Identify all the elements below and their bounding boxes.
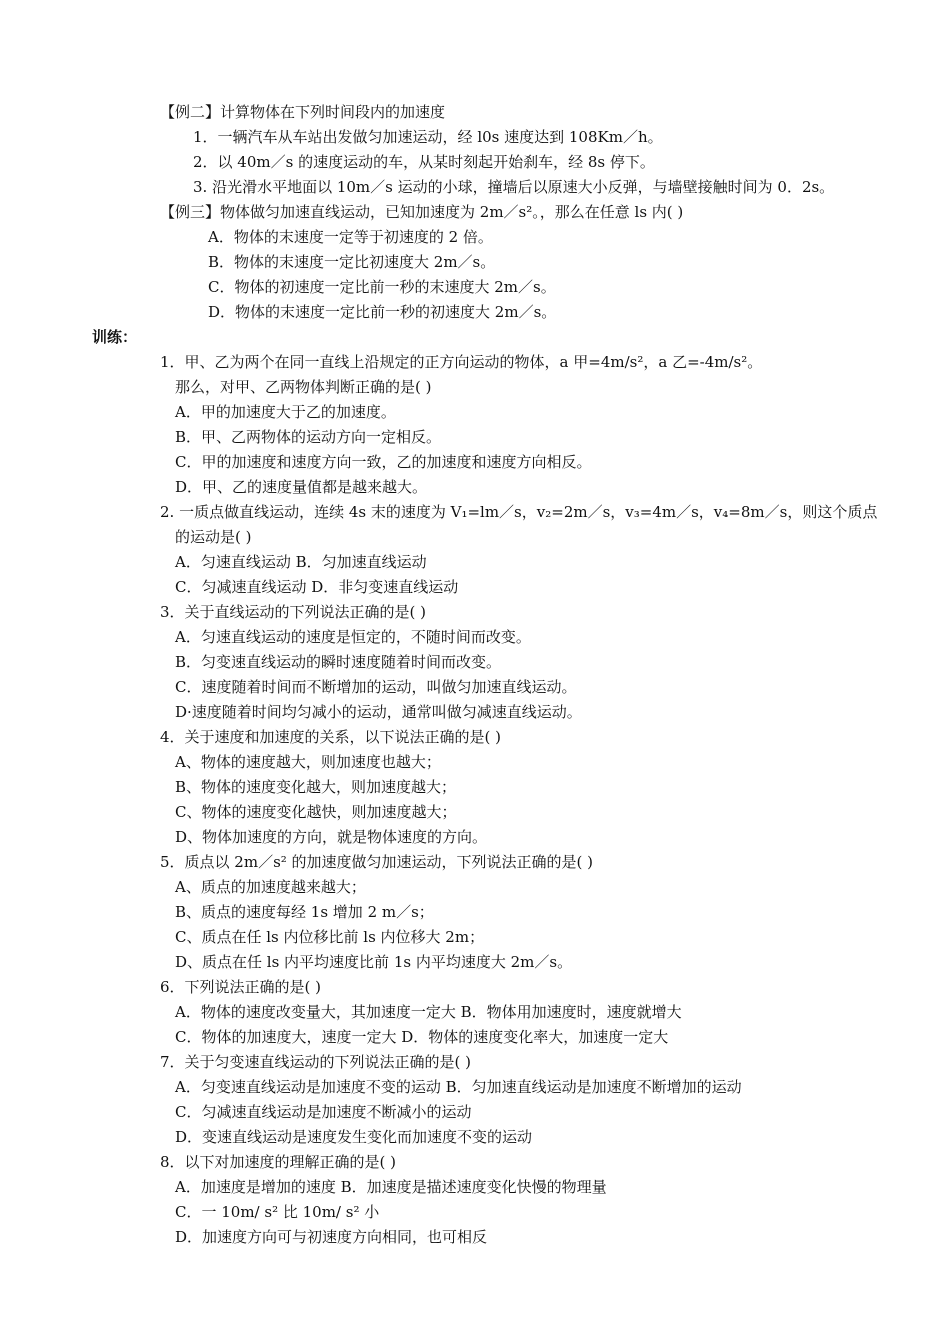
- example2-item-2: 2．以 40m／s 的速度运动的车，从某时刻起开始刹车，经 8s 停下。: [193, 153, 655, 171]
- question-5-option-a: A、质点的加速度越来越大；: [175, 878, 366, 896]
- question-2-options-cd: C．匀减速直线运动 D．非匀变速直线运动: [175, 578, 459, 596]
- training-heading: 训练：: [92, 328, 138, 346]
- question-2-stem: 2. 一质点做直线运动，连续 4s 末的速度为 V₁=lm／s，v₂=2m／s，v₃=4m／s，v₄=8m／s，则这个质点: [160, 503, 878, 521]
- example2-title: 【例二】计算物体在下列时间段内的加速度: [160, 103, 446, 121]
- question-1-stem: 1．甲、乙为两个在同一直线上沿规定的正方向运动的物体，a 甲=4m/s²，a 乙=-4m/s²。: [160, 353, 763, 371]
- question-5-option-b: B、质点的速度每经 1s 增加 2 m／s；: [175, 903, 434, 921]
- question-4-option-a: A、物体的速度越大，则加速度也越大；: [175, 753, 441, 771]
- question-5-option-c: C、质点在任 ls 内位移比前 ls 内位移大 2m；: [175, 928, 485, 946]
- question-7-options-ab: A．匀变速直线运动是加速度不变的运动 B．匀加速直线运动是加速度不断增加的运动: [175, 1078, 742, 1096]
- example2-item-3: 3. 沿光滑水平地面以 10m／s 运动的小球，撞墙后以原速大小反弹，与墙壁接触时间为 0．2s。: [193, 178, 835, 196]
- question-4-option-c: C、物体的速度变化越快，则加速度越大；: [175, 803, 457, 821]
- example3-option-a: A．物体的末速度一定等于初速度的 2 倍。: [208, 228, 493, 246]
- question-3-option-d: D·速度随着时间均匀减小的运动，通常叫做匀减速直线运动。: [175, 703, 582, 721]
- question-1-option-c: C．甲的加速度和速度方向一致，乙的加速度和速度方向相反。: [175, 453, 592, 471]
- question-2-stem-cont: 的运动是( ): [175, 528, 252, 546]
- question-6-options-cd: C．物体的加速度大，速度一定大 D．物体的速度变化率大，加速度一定大: [175, 1028, 669, 1046]
- example3-option-b: B．物体的末速度一定比初速度大 2m／s。: [208, 253, 496, 271]
- question-3-option-b: B．匀变速直线运动的瞬时速度随着时间而改变。: [175, 653, 502, 671]
- question-4-option-b: B、物体的速度变化越大，则加速度越大；: [175, 778, 457, 796]
- question-7-stem: 7．关于匀变速直线运动的下列说法正确的是( ): [160, 1053, 472, 1071]
- question-5-stem: 5．质点以 2m／s² 的加速度做匀加速运动，下列说法正确的是( ): [160, 853, 594, 871]
- question-3-option-c: C．速度随着时间而不断增加的运动，叫做匀加速直线运动。: [175, 678, 577, 696]
- question-1-stem-cont: 那么，对甲、乙两物体判断正确的是( ): [175, 378, 432, 396]
- question-6-options-ab: A．物体的速度改变量大，其加速度一定大 B．物体用加速度时，速度就增大: [175, 1003, 682, 1021]
- question-5-option-d: D、质点在任 ls 内平均速度比前 1s 内平均速度大 2m／s。: [175, 953, 573, 971]
- example3-option-d: D．物体的末速度一定比前一秒的初速度大 2m／s。: [208, 303, 557, 321]
- question-3-stem: 3．关于直线运动的下列说法正确的是( ): [160, 603, 427, 621]
- example2-item-1: 1．一辆汽车从车站出发做匀加速运动，经 l0s 速度达到 108Km／h。: [193, 128, 663, 146]
- question-2-options-ab: A．匀速直线运动 B．匀加速直线运动: [175, 553, 427, 571]
- question-1-option-b: B．甲、乙两物体的运动方向一定相反。: [175, 428, 442, 446]
- question-8-options-ab: A．加速度是增加的速度 B．加速度是描述速度变化快慢的物理量: [175, 1178, 607, 1196]
- example3-option-c: C．物体的初速度一定比前一秒的末速度大 2m／s。: [208, 278, 556, 296]
- question-8-option-d: D．加速度方向可与初速度方向相同，也可相反: [175, 1228, 488, 1246]
- question-4-stem: 4．关于速度和加速度的关系，以下说法正确的是( ): [160, 728, 502, 746]
- question-6-stem: 6．下列说法正确的是( ): [160, 978, 322, 996]
- question-8-option-c: C．一 10m/ s² 比 10m/ s² 小: [175, 1203, 380, 1221]
- question-8-stem: 8．以下对加速度的理解正确的是( ): [160, 1153, 397, 1171]
- question-7-option-c: C．匀减速直线运动是加速度不断减小的运动: [175, 1103, 472, 1121]
- question-4-option-d: D、物体加速度的方向，就是物体速度的方向。: [175, 828, 488, 846]
- question-1-option-d: D．甲、乙的速度量值都是越来越大。: [175, 478, 428, 496]
- example3-title: 【例三】物体做匀加速直线运动，已知加速度为 2m／s²。，那么在任意 ls 内( ): [160, 203, 684, 221]
- question-1-option-a: A．甲的加速度大于乙的加速度。: [175, 403, 396, 421]
- question-3-option-a: A．匀速直线运动的速度是恒定的，不随时间而改变。: [175, 628, 531, 646]
- question-7-option-d: D．变速直线运动是速度发生变化而加速度不变的运动: [175, 1128, 533, 1146]
